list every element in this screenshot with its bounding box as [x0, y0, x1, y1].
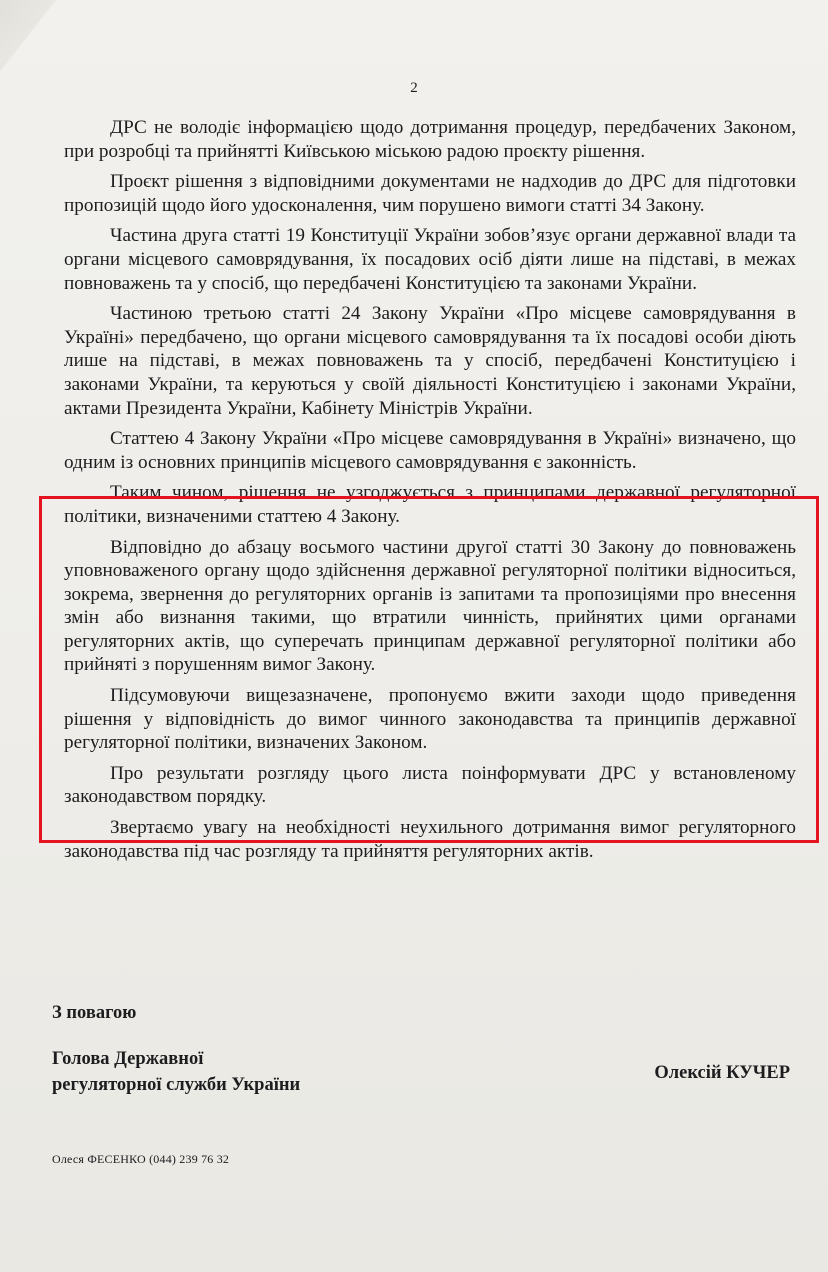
paragraph-conclusion: Таким чином, рішення не узгоджується з принципами державної регуляторної політики, визначеними статтею 4 Закону.: [64, 482, 796, 527]
paragraph-art-30: Відповідно до абзацу восьмого частини другої статті 30 Закону до повноважень уповноваженого органу щодо здійснення державної регуляторної політики відноситься, зокрема, звернення до регуляторних органів із запитами та пропозиціями про внесення змін або визнання такими, що втратили чинність, прийнятих цими органами регуляторних актів, що суперечать принципам державної регуляторної політики або прийняті з порушенням вимог Закону.: [64, 536, 796, 676]
paragraph-no-info: ДРС не володіє інформацією щодо дотримання процедур, передбачених Законом, при розробці та прийнятті Київською міською радою проєкту рішення.: [64, 117, 796, 162]
paragraph-law-art-4: Статтею 4 Закону України «Про місцеве самоврядування в Україні» визначено, що одним із основних принципів місцевого самоврядування є законність.: [64, 428, 796, 473]
signer-position-line2: регуляторної служби України: [52, 1075, 301, 1095]
executor-contact: Олеся ФЕСЕНКО (044) 239 76 32: [52, 1152, 230, 1166]
regards-text: З повагою: [52, 1003, 137, 1023]
paragraph-law-art-24: Частиною третьою статті 24 Закону України «Про місцеве самоврядування в Україні» передбачено, що органи місцевого самоврядування та їх посадові особи діють лише на підставі, в межах повноважень та у спосіб, передбачені Конституцією і законами України, та керуються у своїй діяльності Конституцією і законами України, актами Президента України, Кабінету Міністрів України.: [64, 303, 796, 419]
paragraph-not-received: Проєкт рішення з відповідними документами не надходив до ДРС для підготовки пропозицій щодо його удосконалення, чим порушено вимоги статті 34 Закону.: [64, 171, 796, 216]
signer-name: Олексій КУЧЕР: [654, 1063, 790, 1083]
paragraph-attention: Звертаємо увагу на необхідності неухильного дотримання вимог регуляторного законодавства під час розгляду та прийняття регуляторних актів.: [64, 817, 796, 862]
page-fold-shadow: [0, 0, 59, 116]
highlight-annotation-box: [39, 496, 819, 843]
paragraph-inform-results: Про результати розгляду цього листа поінформувати ДРС у встановленому законодавством порядку.: [64, 762, 796, 808]
paragraph-constitution-19: Частина друга статті 19 Конституції України зобов’язує органи державної влади та органи місцевого самоврядування, їх посадових осіб діяти лише на підставі, в межах повноважень та у спосіб, що передбачені Конституцією та законами України.: [64, 225, 796, 294]
page-number: 2: [410, 80, 418, 96]
paragraph-proposal: Підсумовуючи вищезазначене, пропонуємо вжити заходи щодо приведення рішення у відповідність до вимог чинного законодавства та принципів державної регуляторної політики, визначених Законом.: [64, 685, 796, 754]
signer-position-line1: Голова Державної: [52, 1049, 204, 1069]
signature-block: [52, 1000, 792, 1098]
